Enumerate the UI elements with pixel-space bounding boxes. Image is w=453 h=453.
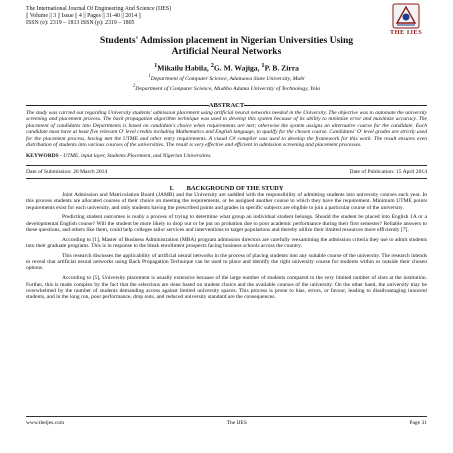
publication-date: Date of Publication: 15 April 2014 <box>349 168 427 175</box>
paragraph: According to [1], Master of Business Administration (MBA) program admission directors are carefully reexamining the admission criteria they use to admit students into their graduate programs. This is in response to the bleak enrollment prospects facing business schools across the country. <box>26 236 427 250</box>
body-text <box>26 192 427 301</box>
paper-title <box>26 35 427 57</box>
divider <box>26 165 427 166</box>
paragraph: Predicting student outcomes is really a process of trying to determine what group an individual student belongs. Should the student be placed into English 1A or a developmental English course? Will the student be more likely to drop out or be put on probation due to poor academic performance during their first semester? Reliable answers to these questions, and others like them, could help colleges tailor services and interventions to target populations and thereby utilize their limited resources more efficiently [7]. <box>26 214 427 233</box>
author-name: G. M. Wajiga, <box>213 63 262 73</box>
author-sup: 2 <box>210 62 214 70</box>
section-heading: I. BACKGROUND OF THE STUDY <box>169 184 284 192</box>
page-footer <box>26 416 427 426</box>
paragraph: This research discusses the applicability of artificial neural networks in the process of placing students into any suitable course of the university. The research intends to reveal that artificial neural networks using Back Propagation Technique can be used to place and identify the right university course for students within or outside their chosen options. <box>26 252 427 272</box>
keywords <box>26 153 427 159</box>
abstract-text: The study was carried out regarding University students' admission placement using artificial neural networks needed in the University. The objective was to automate the university screening and placement process. The back propagation algorithm technique was used to develop this system because of its ability to minimize error and maximize accuracy. The placement of candidates into Departments is based on candidate's choice when requirements are met; otherwise the system assigns an alternative course for the candidate. Each candidate must have at least five relevant O' level credits including Mathematics and English language, to qualify for the chosen course. Candidates' O' level grades are strictly used for the placement process, having met the UTME and other entry requirements. A visual C# compiler was used to develop the framework for this work. The result ensures even distribution of students into various courses of the universities. The result is very effective and efficient in admission screening and placement processes. <box>26 110 427 149</box>
journal-name: The International Journal Of Engineering And Science (IJES) <box>26 6 172 12</box>
author-name: Mikailu Habila, <box>157 63 211 73</box>
footer-page-number: Page 31 <box>409 420 427 426</box>
affiliation-sup: 2 <box>132 83 136 89</box>
author-sup: 1 <box>154 62 158 70</box>
abstract-heading-row <box>26 102 427 109</box>
dates-row <box>26 169 427 175</box>
footer-website[interactable]: www.theijes.com <box>26 420 65 426</box>
divider <box>244 105 427 106</box>
affiliation-1 <box>26 73 427 83</box>
divider <box>26 105 209 106</box>
author-sup: 1 <box>261 62 265 70</box>
journal-issn: ISSN (e): 2319 – 1813 ISSN (p): 2319 – 1805 <box>26 20 135 27</box>
affiliation-2 <box>26 83 427 93</box>
affiliation-text: Department of Computer Science, Adamawa State University, Mubi <box>150 75 305 82</box>
journal-volume: || Volume || 3 || Issue || 4 || Pages || 31-40 || 2014 || <box>26 13 141 20</box>
journal-logo <box>381 3 431 36</box>
logo-emblem-icon <box>392 3 420 29</box>
submission-date: Date of Submission: 20 March 2014 <box>26 168 108 175</box>
paragraph: According to [5], University placement is usually extensive because of the large number of students compared to the very limited number of slots at the institution. Further, this is made complex by the fact that the selections are done based on student choice and the available courses of the university. On the other hand, the university may be overwhelmed by the number of students demanding access against limited university spaces. This process is prone to bias, errors, or favour, leading to disadvantaging innocent students, and in the long run, poor performance, drop outs, and reduced university standard are the consequences. <box>26 275 427 301</box>
title-line-2: Artificial Neural Networks <box>171 46 282 58</box>
abstract-heading: ABSTRACT <box>208 102 245 109</box>
author-list <box>26 62 427 73</box>
affiliation-sup: 1 <box>148 73 151 79</box>
journal-header <box>26 6 356 27</box>
divider <box>26 178 427 179</box>
keywords-text: UTME, input layer, Students Placement, and Nigerian Universities. <box>63 153 212 160</box>
affiliations <box>26 73 427 93</box>
footer-journal: The IJES <box>226 420 247 426</box>
keywords-label: KEYWORDS - <box>26 153 64 160</box>
affiliation-text: Department of Computer Science, Modibo Adama University of Technology, Yola <box>135 85 321 92</box>
paragraph: Joint Admission and Matriculation Board (JAMB) and the University are saddled with the responsibility of admitting students into university courses each year. In this process students are allocated courses of their choice on meeting the requirements, or be assigned another course in which they have the requirement. Minimum UTME points requirements exist for each university, and only students having the prescribed points and grades in specific subjects are eligible to join a particular course of the university. <box>26 191 427 211</box>
author-name: P. B. Zirra <box>264 63 299 73</box>
logo-text: THE IJES <box>389 29 423 36</box>
title-line-1: Students' Admission placement in Nigerian Universities Using <box>99 35 354 47</box>
